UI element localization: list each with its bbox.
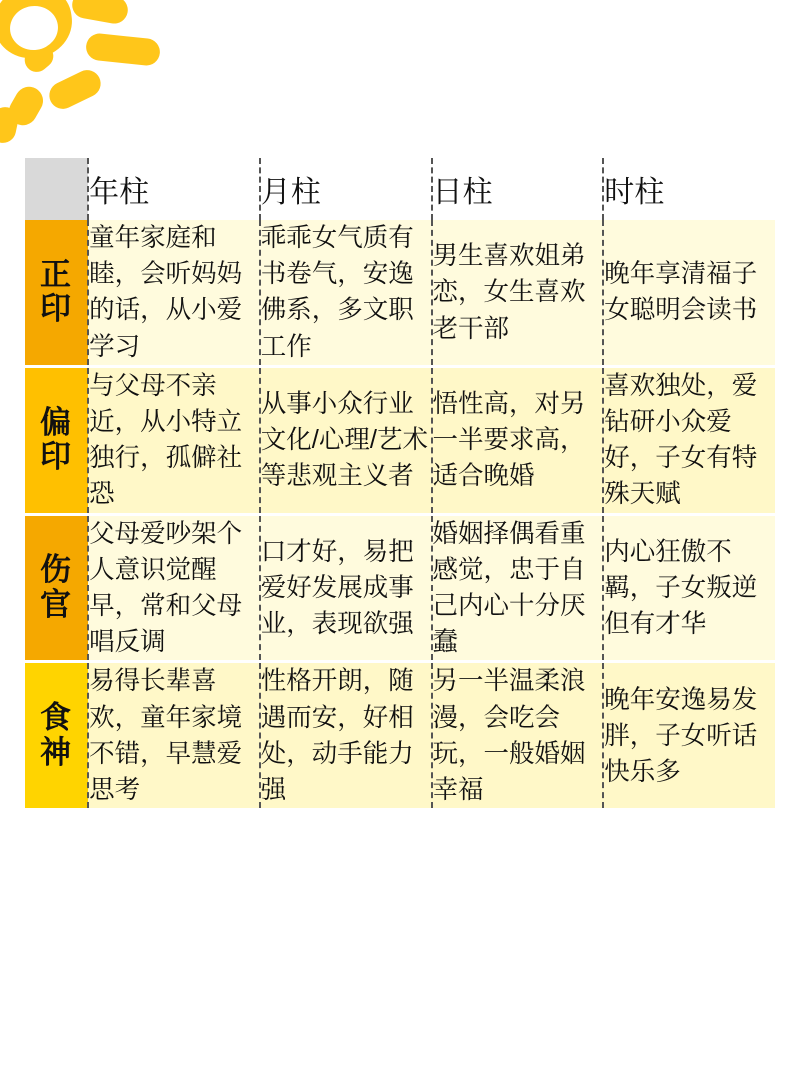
cell-shishen-hour: 晚年安逸易发胖，子女听话快乐多 — [603, 662, 775, 808]
cell-pianyin-hour: 喜欢独处，爱钻研小众爱好，子女有特殊天赋 — [603, 366, 775, 514]
table-row — [25, 220, 775, 366]
table-row — [25, 366, 775, 514]
cell-shishen-year: 易得长辈喜欢，童年家境不错，早慧爱思考 — [88, 662, 260, 808]
bazi-table-container — [25, 158, 775, 808]
cell-zhengyin-day: 男生喜欢姐弟恋，女生喜欢老干部 — [432, 220, 604, 366]
cell-shangguan-month: 口才好，易把爱好发展成事业，表现欲强 — [260, 514, 432, 662]
table-row — [25, 662, 775, 808]
cell-zhengyin-hour: 晚年享清福子女聪明会读书 — [603, 220, 775, 366]
sun-icon — [0, 0, 200, 160]
row-label-pianyin: 偏印 — [25, 366, 88, 514]
cell-shangguan-year: 父母爱吵架个人意识觉醒早，常和父母唱反调 — [88, 514, 260, 662]
bazi-table — [25, 158, 775, 808]
header-corner — [25, 158, 88, 220]
row-label-shangguan: 伤官 — [25, 514, 88, 662]
cell-shangguan-day: 婚姻择偶看重感觉，忠于自己内心十分厌蠢 — [432, 514, 604, 662]
cell-pianyin-year: 与父母不亲近，从小特立独行，孤僻社恐 — [88, 366, 260, 514]
cell-pianyin-day: 悟性高，对另一半要求高，适合晚婚 — [432, 366, 604, 514]
column-header-day: 日柱 — [432, 158, 604, 220]
table-row — [25, 514, 775, 662]
row-label-zhengyin: 正印 — [25, 220, 88, 366]
column-header-year: 年柱 — [88, 158, 260, 220]
row-label-shishen: 食神 — [25, 662, 88, 808]
cell-zhengyin-month: 乖乖女气质有书卷气，安逸佛系，多文职工作 — [260, 220, 432, 366]
cell-zhengyin-year: 童年家庭和睦，会听妈妈的话，从小爱学习 — [88, 220, 260, 366]
cell-shishen-day: 另一半温柔浪漫，会吃会玩，一般婚姻幸福 — [432, 662, 604, 808]
cell-pianyin-month: 从事小众行业文化/心理/艺术等悲观主义者 — [260, 366, 432, 514]
table-header-row — [25, 158, 775, 220]
column-header-hour: 时柱 — [603, 158, 775, 220]
cell-shangguan-hour: 内心狂傲不羁，子女叛逆但有才华 — [603, 514, 775, 662]
cell-shishen-month: 性格开朗，随遇而安，好相处，动手能力强 — [260, 662, 432, 808]
column-header-month: 月柱 — [260, 158, 432, 220]
